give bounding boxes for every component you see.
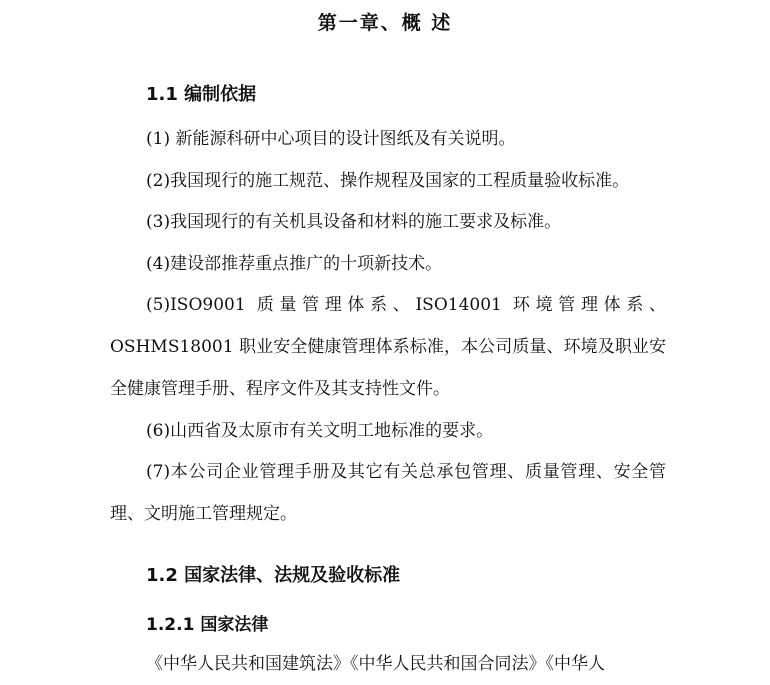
basis-item-2: (2)我国现行的施工规范、操作规程及国家的工程质量验收标准。: [146, 171, 630, 191]
subsection-heading-1-2-1: 1.2.1 国家法律: [146, 615, 269, 635]
chapter-title: 第一章、概 述: [317, 12, 453, 34]
section-heading-1-1: 1.1 编制依据: [146, 84, 257, 105]
section-heading-1-2: 1.2 国家法律、法规及验收标准: [146, 565, 401, 586]
basis-item-5: (5)ISO9001 质量管理体系、ISO14001 环境管理体系、OSHMS18001 职业安全健康管理体系标准，本公司质量、环境及职业安全健康管理手册、程序文件及其支持性文件。: [110, 295, 666, 399]
basis-item-3: (3)我国现行的有关机具设备和材料的施工要求及标准。: [146, 212, 562, 232]
basis-item-6: (6)山西省及太原市有关文明工地标准的要求。: [146, 421, 494, 441]
basis-item-1: (1) 新能源科研中心项目的设计图纸及有关说明。: [146, 129, 516, 149]
basis-item-4: (4)建设部推荐重点推广的十项新技术。: [146, 254, 443, 274]
basis-item-7: (7)本公司企业管理手册及其它有关总承包管理、质量管理、安全管理、文明施工管理规定。: [110, 462, 666, 524]
laws-list-line: 《中华人民共和国建筑法》《中华人民共和国合同法》《中华人: [146, 654, 605, 674]
